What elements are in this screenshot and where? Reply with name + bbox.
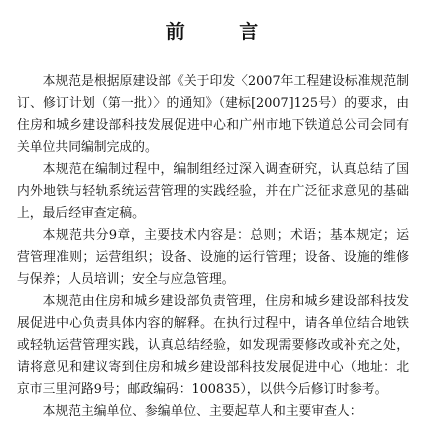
page-title: 前 言 <box>165 21 283 43</box>
paragraph-compilation-process: 本规范在编制过程中，编制组经过深入调查研究，认真总结了国内外地铁与轻轨系统运营管理的实践经验，并在广泛征求意见的基础上，最后经审查定稿。 <box>17 162 409 221</box>
document-body <box>17 71 409 423</box>
paragraph-editors: 本规范主编单位、参编单位、主要起草人和主要审查人： <box>42 404 363 419</box>
paragraph-compilation-basis: 本规范是根据原建设部《关于印发〈2007年工程建设标准规范制订、修订计划（第一批）〉的通知》（建标[2007]125号）的要求，由住房和城乡建设部科技发展促进中心和广州市地下铁道总公司会同有关单位共同编制完成的。 <box>17 74 409 155</box>
paragraph-main-contents: 本规范共分9章，主要技术内容是：总则；术语；基本规定；运营管理准则；运营组织；设备、设施的运行管理；设备、设施的维修与保养；人员培训；安全与应急管理。 <box>17 228 409 287</box>
paragraph-management-and-contact: 本规范由住房和城乡建设部负责管理，住房和城乡建设部科技发展促进中心负责具体内容的解释。在执行过程中，请各单位结合地铁或轻轨运营管理实践，认真总结经验，如发现需要修改或补充之处，请将意见和建议寄到住房和城乡建设部科技发展促进中心（地址：北京市三里河路9号；邮政编码：100835），以供今后修订时参考。 <box>17 294 409 397</box>
